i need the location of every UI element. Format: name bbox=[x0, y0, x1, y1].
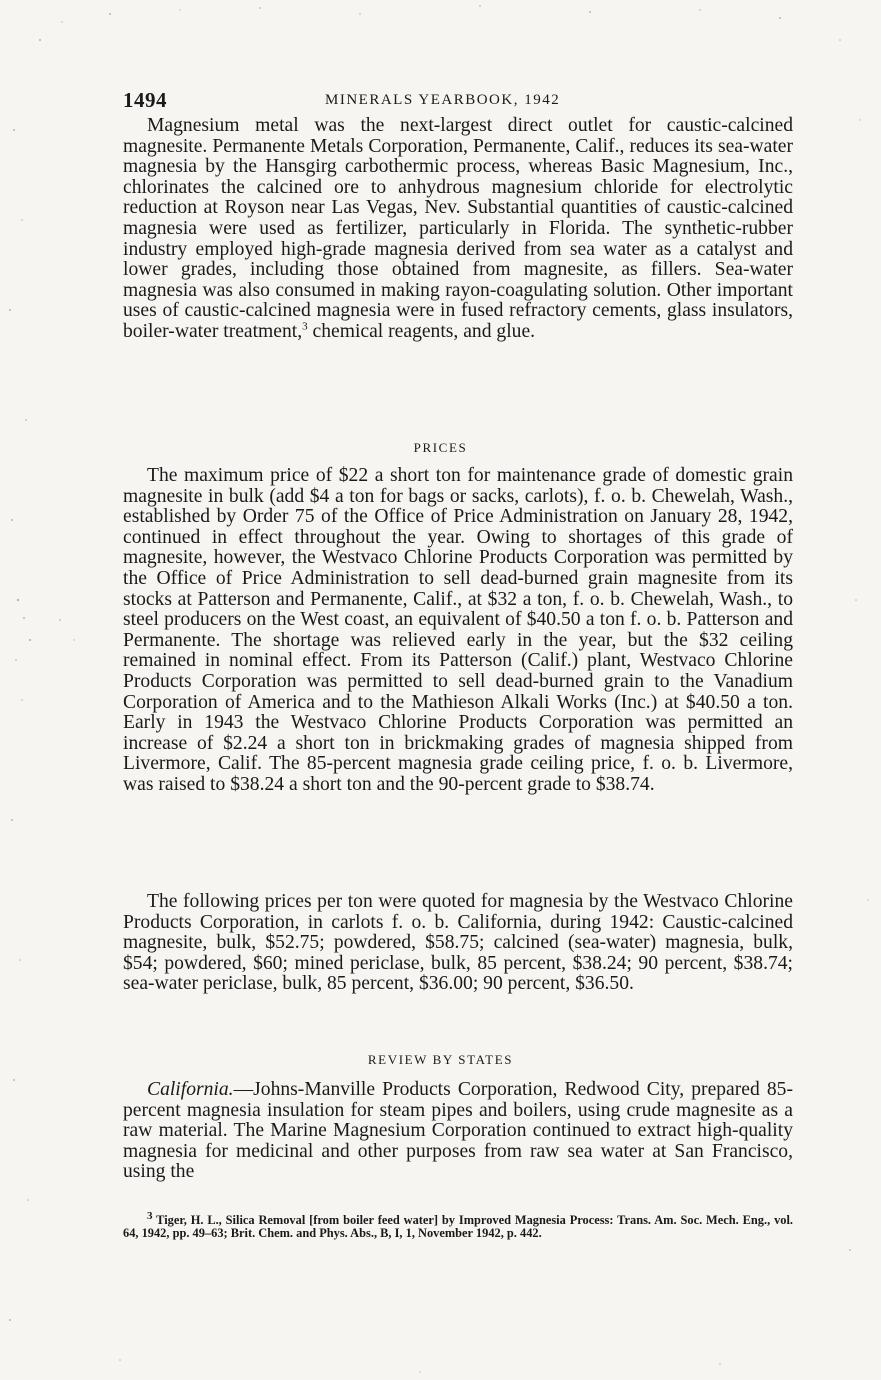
state-name: California. bbox=[147, 1079, 234, 1100]
paragraph-text: —Johns-Manville Products Corporation, Redwood City, prepared 85-percent magnesia insulation for steam pipes and boilers, using crude magnesite as a raw material. The Marine Magnesium Corporation continued to extract high-quality magnesia for medicinal and other purposes from raw sea water at San Francisco, using the bbox=[123, 1079, 793, 1183]
paragraph-quoted-prices: The following prices per ton were quoted for magnesia by the Westvaco Chlorine Products Corporation, in carlots f. o. b. California, during 1942: Caustic-calcined magnesite, bulk, $52.75; powdered, $58.75; calcined (sea-water) magnesia, bulk, $54; powdered, $60; mined periclase, bulk, 85 percent, $38.24; 90 percent, $38.74; sea-water periclase, bulk, 85 percent, $36.00; 90 percent, $36.50. bbox=[123, 891, 793, 995]
paragraph-prices: The maximum price of $22 a short ton for maintenance grade of domestic grain magnesite in bulk (add $4 a ton for bags or sacks, carlots), f. o. b. Chewelah, Wash., established by Order 75 of the Office of Price Administration on January 28, 1942, continued in effect throughout the year. Owing to shortages of this grade of magnesite, however, the Westvaco Chlorine Products Corporation was permitted by the Office of Price Administration to sell dead-burned grain magnesite from its stocks at Patterson and Permanente, Calif., at $32 a ton, f. o. b. Chewelah, Wash., to steel producers on the West coast, an equivalent of $40.50 a ton f. o. b. Patterson and Permanente. The shortage was relieved early in the year, but the $32 ceiling remained in nominal effect. From its Patterson (Calif.) plant, Westvaco Chlorine Products Corporation was permitted to sell dead-burned grain to the Vanadium Corporation of America and to the Mathieson Alkali Works (Inc.) at $40.50 a ton. Early in 1943 the Westvaco Chlorine Products Corporation was permitted an increase of $2.24 a short ton in brickmaking grades of magnesia shipped from Livermore, Calif. The 85-percent magnesia grade ceiling price, f. o. b. Livermore, was raised to $38.24 a short ton and the 90-percent grade to $38.74. bbox=[123, 465, 793, 795]
paragraph-text: Magnesium metal was the next-largest direct outlet for caustic-calcined magnesite. Permanente Metals Corporation, Permanente, Calif., reduces its sea-water magnesia by the Hansgirg carbothermic process, whereas Basic Magnesium, Inc., chlorinates the calcined ore to anhydrous magnesium chloride for electrolytic reduction at Royson near Las Vegas, Nev. Substantial quantities of caustic-calcined magnesia were used as fertilizer, particularly in Florida. The synthetic-rubber industry employed high-grade magnesia derived from sea water as a catalyst and lower grades, including those obtained from magnesite, as fillers. Sea-water magnesia was also consumed in making rayon-coagulating solution. Other important uses of caustic-calcined magnesia were in fused refractory cements, glass insulators, boiler-water treatment, bbox=[123, 115, 793, 342]
paragraph-california bbox=[123, 1080, 793, 1183]
footnote-text: Tiger, H. L., Silica Removal [from boiler feed water] by Improved Magnesia Process: Trans. Am. Soc. Mech. Eng., vol. 64, 1942, pp. 49–63; Brit. Chem. and Phys. Abs., B, I, 1, November 1942, p. 442. bbox=[123, 1213, 793, 1240]
section-heading-prices: PRICES bbox=[413, 440, 468, 455]
running-title: MINERALS YEARBOOK, 1942 bbox=[325, 92, 561, 108]
paragraph-text-end: chemical reagents, and glue. bbox=[307, 320, 536, 342]
section-heading-review-by-states: REVIEW BY STATES bbox=[367, 1052, 514, 1067]
page-header bbox=[123, 88, 793, 118]
footnote-ref: 3 bbox=[302, 320, 308, 333]
footnote-marker: 3 bbox=[147, 1209, 153, 1222]
footnote bbox=[123, 1209, 793, 1240]
page-number: 1494 bbox=[123, 88, 167, 112]
paragraph-magnesium-uses bbox=[123, 116, 793, 343]
